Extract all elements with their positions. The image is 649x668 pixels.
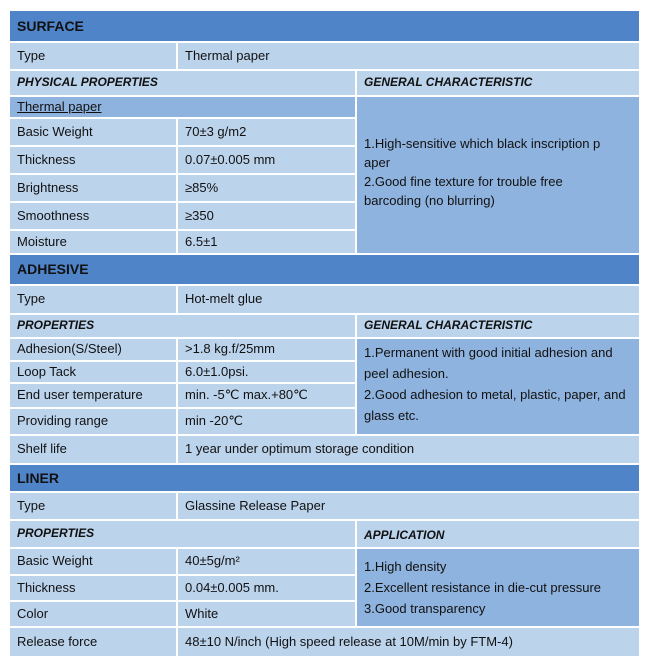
surface-general-line: 2.Good fine texture for trouble free bbox=[364, 173, 563, 189]
liner-row-label bbox=[9, 575, 177, 601]
surface-row-value-text: 6.5±1 bbox=[185, 233, 218, 249]
surface-row-value bbox=[177, 146, 356, 174]
surface-row-label bbox=[9, 230, 177, 254]
liner-row-label-text: Color bbox=[17, 605, 49, 621]
liner-row-value bbox=[177, 575, 356, 601]
liner-heading bbox=[9, 464, 640, 492]
shelf-life-label bbox=[9, 435, 177, 464]
liner-application-list bbox=[356, 548, 640, 627]
adhesive-general-line: 1.Permanent with good initial adhesion and bbox=[364, 345, 613, 360]
surface-type-value bbox=[177, 42, 640, 70]
liner-row-value bbox=[177, 548, 356, 575]
surface-row-value bbox=[177, 202, 356, 230]
adhesive-row-label-text: End user temperature bbox=[17, 387, 143, 403]
adhesive-row-value-text: 6.0±1.0psi. bbox=[185, 363, 249, 379]
adhesive-type-value-text: Hot-melt glue bbox=[185, 291, 263, 307]
release-force-label-text: Release force bbox=[17, 633, 98, 649]
surface-row-label-text: Thickness bbox=[17, 151, 76, 167]
surface-subhead bbox=[9, 96, 356, 118]
liner-heading-text: LINER bbox=[17, 469, 59, 486]
liner-type-value bbox=[177, 492, 640, 520]
adhesive-general-heading bbox=[356, 314, 640, 338]
liner-application-line: 1.High density bbox=[364, 559, 447, 574]
adhesive-row-value bbox=[177, 361, 356, 383]
liner-type-value-text: Glassine Release Paper bbox=[185, 497, 326, 513]
surface-general-heading-text: GENERAL CHARACTERISTIC bbox=[364, 75, 533, 90]
surface-row-value bbox=[177, 118, 356, 146]
adhesive-row-label-text: Loop Tack bbox=[17, 363, 77, 379]
liner-props-heading-text: PROPERTIES bbox=[17, 526, 95, 540]
adhesive-row-label-text: Adhesion(S/Steel) bbox=[17, 341, 122, 357]
liner-type-label-text: Type bbox=[17, 497, 46, 513]
surface-row-label bbox=[9, 146, 177, 174]
surface-general-characteristics bbox=[356, 96, 640, 254]
adhesive-heading bbox=[9, 254, 640, 285]
liner-row-value-text: 0.04±0.005 mm. bbox=[185, 579, 279, 595]
adhesive-general-line: peel adhesion. bbox=[364, 366, 449, 381]
adhesive-general-line: glass etc. bbox=[364, 408, 419, 423]
surface-type-label-text: Type bbox=[17, 47, 46, 63]
adhesive-row-label bbox=[9, 383, 177, 408]
adhesive-row-label bbox=[9, 408, 177, 435]
surface-props-heading-text: PHYSICAL PROPERTIES bbox=[17, 75, 158, 90]
release-force-label bbox=[9, 627, 177, 657]
surface-subhead-text: Thermal paper bbox=[17, 98, 102, 114]
surface-general-text bbox=[364, 135, 600, 210]
surface-row-label-text: Moisture bbox=[17, 233, 67, 249]
liner-application-line: 3.Good transparency bbox=[364, 601, 486, 616]
liner-props-heading bbox=[9, 520, 356, 548]
release-force-value bbox=[177, 627, 640, 657]
shelf-life-value-text: 1 year under optimum storage condition bbox=[185, 441, 415, 457]
adhesive-row-value-text: min -20℃ bbox=[185, 413, 243, 429]
liner-row-label bbox=[9, 548, 177, 575]
surface-row-label-text: Brightness bbox=[17, 179, 79, 195]
liner-row-label-text: Basic Weight bbox=[17, 553, 93, 569]
adhesive-row-label-text: Providing range bbox=[17, 413, 109, 429]
liner-application-heading-text: APPLICATION bbox=[364, 527, 445, 542]
adhesive-props-heading bbox=[9, 314, 356, 338]
surface-row-label-text: Basic Weight bbox=[17, 123, 93, 139]
liner-application-heading bbox=[356, 520, 640, 548]
liner-row-value bbox=[177, 601, 356, 627]
adhesive-row-label bbox=[9, 338, 177, 361]
surface-row-value-text: ≥350 bbox=[185, 207, 214, 223]
adhesive-general-characteristics bbox=[356, 338, 640, 435]
liner-application-text bbox=[364, 556, 601, 619]
surface-row-value bbox=[177, 230, 356, 254]
surface-type-label bbox=[9, 42, 177, 70]
liner-row-label bbox=[9, 601, 177, 627]
surface-props-heading bbox=[9, 70, 356, 96]
surface-general-line: 1.High-sensitive which black inscription p bbox=[364, 136, 601, 151]
surface-row-value-text: 70±3 g/m2 bbox=[185, 123, 247, 139]
adhesive-type-label-text: Type bbox=[17, 291, 46, 307]
surface-heading bbox=[9, 10, 640, 42]
adhesive-general-text bbox=[364, 342, 626, 426]
adhesive-row-value-text: >1.8 kg.f/25mm bbox=[185, 341, 275, 357]
liner-application-line: 2.Excellent resistance in die-cut pressure bbox=[364, 580, 602, 595]
surface-row-value-text: 0.07±0.005 mm bbox=[185, 151, 276, 167]
adhesive-row-value bbox=[177, 383, 356, 408]
surface-row-label bbox=[9, 202, 177, 230]
surface-type-value-text: Thermal paper bbox=[185, 47, 270, 63]
adhesive-type-value bbox=[177, 285, 640, 314]
adhesive-heading-text: ADHESIVE bbox=[17, 261, 89, 278]
liner-type-label bbox=[9, 492, 177, 520]
surface-row-label bbox=[9, 174, 177, 202]
adhesive-row-value bbox=[177, 338, 356, 361]
liner-row-value-text: 40±5g/m² bbox=[185, 553, 240, 569]
surface-heading-text: SURFACE bbox=[17, 17, 84, 34]
adhesive-general-line: 2.Good adhesion to metal, plastic, paper, and bbox=[364, 387, 626, 402]
shelf-life-label-text: Shelf life bbox=[17, 441, 67, 457]
surface-general-line: barcoding (no blurring) bbox=[364, 192, 495, 208]
adhesive-row-label bbox=[9, 361, 177, 383]
adhesive-general-heading-text: GENERAL CHARACTERISTIC bbox=[364, 318, 533, 333]
adhesive-row-value bbox=[177, 408, 356, 435]
adhesive-props-heading-text: PROPERTIES bbox=[17, 318, 95, 333]
shelf-life-value bbox=[177, 435, 640, 464]
surface-row-label-text: Smoothness bbox=[17, 207, 90, 223]
surface-row-value-text: ≥85% bbox=[185, 179, 219, 195]
liner-row-label-text: Thickness bbox=[17, 579, 76, 595]
liner-row-value-text: White bbox=[185, 605, 219, 621]
adhesive-row-value-text: min. -5℃ max.+80℃ bbox=[185, 387, 308, 403]
surface-row-label bbox=[9, 118, 177, 146]
surface-general-heading bbox=[356, 70, 640, 96]
surface-row-value bbox=[177, 174, 356, 202]
adhesive-type-label bbox=[9, 285, 177, 314]
surface-general-line: aper bbox=[364, 154, 391, 170]
release-force-value-text: 48±10 N/inch (High speed release at 10M/min by FTM-4) bbox=[185, 633, 513, 649]
